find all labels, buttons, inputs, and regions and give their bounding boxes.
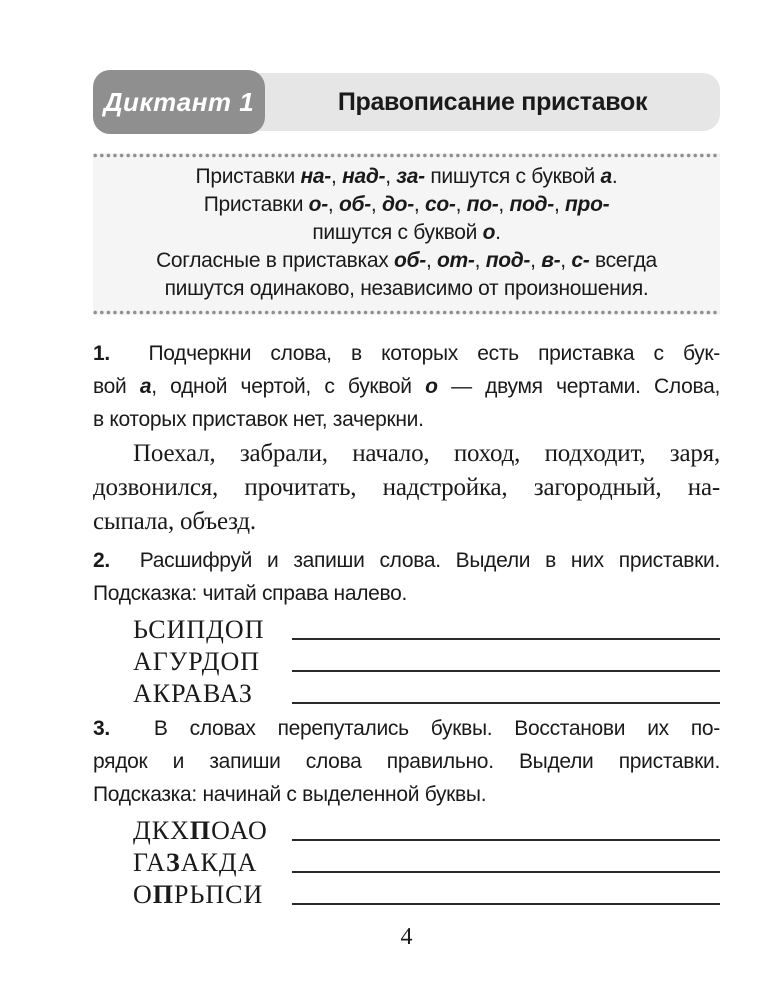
text-line	[97, 163, 716, 191]
scrambled-word-row	[93, 613, 720, 645]
text-segment: ,	[413, 193, 425, 216]
text-segment: ,	[330, 165, 343, 188]
text-segment: ,	[425, 249, 438, 272]
text-segment: АКДА	[180, 848, 258, 877]
scrambled-word	[133, 880, 292, 910]
emphasized-text: а	[139, 375, 152, 398]
text-segment: В словах перепутались буквы. Восстанови их по-	[109, 717, 720, 740]
scrambled-word	[133, 679, 292, 709]
text-segment: АКРАВАЗ	[133, 679, 253, 708]
text-line	[93, 778, 720, 811]
text-segment: Подчеркни слова, в которых есть приставка с бук-	[109, 342, 720, 365]
exercise-1-word-list	[93, 437, 720, 539]
emphasized-text: под-	[485, 249, 531, 272]
scrambled-word-row	[93, 846, 720, 878]
text-segment: ,	[370, 193, 382, 216]
exercise-3-items	[93, 814, 720, 910]
text-segment: ДКХ	[133, 816, 190, 845]
text-segment: ,	[530, 249, 542, 272]
text-segment: ,	[560, 249, 572, 272]
text-line	[97, 247, 716, 275]
answer-blank-line	[292, 702, 720, 704]
text-segment: О	[133, 880, 153, 909]
emphasized-text: 3.	[93, 717, 110, 740]
text-segment: — двумя чертами. Слова,	[437, 375, 720, 398]
emphasized-text: под-	[509, 193, 554, 216]
dotted-border-bottom	[93, 310, 720, 315]
exercise-2-items	[93, 613, 720, 709]
text-line	[93, 505, 720, 539]
emphasized-text: 1.	[93, 342, 110, 365]
text-segment: ЬСИПДОП	[133, 615, 265, 644]
text-segment: Подсказка: начинай с выделенной буквы.	[93, 783, 487, 806]
emphasized-text: 2.	[93, 549, 110, 572]
scrambled-word	[133, 647, 292, 677]
text-segment: ОАО	[211, 816, 268, 845]
exercise-1-prompt	[93, 337, 720, 436]
page-number: 4	[400, 924, 413, 950]
answer-blank-line	[292, 638, 720, 640]
exercise-3	[93, 712, 720, 910]
text-line	[93, 337, 720, 370]
emphasized-text: на-	[300, 165, 331, 188]
emphasized-text: по-	[466, 193, 499, 216]
emphasized-text: за-	[396, 165, 425, 188]
text-segment: ,	[327, 193, 339, 216]
emphasized-text: о-	[308, 193, 328, 216]
text-line	[93, 403, 720, 436]
text-segment: ,	[474, 249, 486, 272]
rule-text	[93, 158, 720, 310]
emphasized-text: про-	[565, 193, 610, 216]
text-segment: ,	[455, 193, 467, 216]
scrambled-word-row	[93, 814, 720, 846]
emphasized-text: от-	[437, 249, 475, 272]
text-segment: пишутся с буквой	[424, 165, 601, 188]
text-line	[97, 219, 716, 247]
emphasized-text: в-	[541, 249, 561, 272]
emphasized-text: З	[165, 848, 181, 877]
text-line	[97, 275, 716, 303]
text-segment: в которых приставок нет, зачеркни.	[93, 408, 424, 431]
answer-blank-line	[292, 670, 720, 672]
text-segment: рядок и запиши слова правильно. Выдели приставки.	[93, 750, 720, 773]
emphasized-text: об-	[338, 193, 371, 216]
text-segment: Приставки	[195, 165, 301, 188]
scrambled-word-row	[93, 645, 720, 677]
text-line	[97, 191, 716, 219]
answer-blank-line	[292, 839, 720, 841]
text-segment: Подсказка: читай справа налево.	[93, 582, 408, 605]
text-segment: , одной чертой, с буквой	[151, 375, 426, 398]
text-segment: вой	[93, 375, 140, 398]
page-title-text: Правописание приставок	[337, 87, 648, 116]
emphasized-text: П	[189, 816, 212, 845]
scrambled-word-row	[93, 878, 720, 910]
text-line	[93, 577, 720, 610]
scrambled-word	[133, 816, 292, 846]
text-line	[93, 437, 720, 471]
text-line	[93, 370, 720, 403]
text-line	[93, 544, 720, 577]
emphasized-text: о	[482, 221, 496, 244]
text-segment: ГА	[133, 848, 166, 877]
exercise-2	[93, 544, 720, 709]
page-header	[93, 70, 720, 134]
emphasized-text: о	[425, 375, 438, 398]
text-segment: всегда	[589, 249, 657, 272]
scrambled-word-row	[93, 677, 720, 709]
scrambled-word	[133, 848, 292, 878]
text-segment: пишутся с буквой	[312, 221, 483, 244]
text-line	[93, 712, 720, 745]
text-segment: ,	[498, 193, 510, 216]
text-segment: .	[495, 221, 501, 244]
page-title	[265, 73, 720, 131]
dictation-badge	[93, 70, 265, 134]
emphasized-text: а	[600, 165, 612, 188]
answer-blank-line	[292, 903, 720, 905]
emphasized-text: со-	[424, 193, 456, 216]
text-line	[93, 745, 720, 778]
text-line	[93, 471, 720, 505]
exercise-1	[93, 337, 720, 539]
text-segment: .	[611, 165, 618, 188]
scrambled-word	[133, 615, 292, 645]
text-segment: пишутся одинаково, независимо от произношения.	[164, 277, 649, 300]
emphasized-text: над-	[342, 165, 386, 188]
answer-blank-line	[292, 871, 720, 873]
text-segment: АГУРДОП	[133, 647, 261, 676]
text-segment: ,	[553, 193, 566, 216]
text-segment: дозвонился, прочитать, надстройка, загородный, на-	[93, 474, 720, 501]
dictation-badge-label: Диктант 1	[103, 86, 255, 117]
text-segment: сыпала, объезд.	[93, 508, 256, 535]
text-segment: РЬПСИ	[174, 880, 264, 909]
rule-box	[93, 153, 720, 315]
emphasized-text: П	[152, 880, 175, 909]
text-segment: Поехал, забрали, начало, поход, подходит, заря,	[133, 440, 720, 467]
exercise-2-prompt	[93, 544, 720, 610]
emphasized-text: с-	[571, 249, 590, 272]
text-segment: Согласные в приставках	[156, 249, 394, 272]
text-segment: Приставки	[203, 193, 309, 216]
exercise-3-prompt	[93, 712, 720, 811]
text-segment: Расшифруй и запиши слова. Выдели в них приставки.	[109, 549, 720, 572]
emphasized-text: до-	[382, 193, 414, 216]
text-segment: ,	[385, 165, 397, 188]
emphasized-text: об-	[394, 249, 426, 272]
